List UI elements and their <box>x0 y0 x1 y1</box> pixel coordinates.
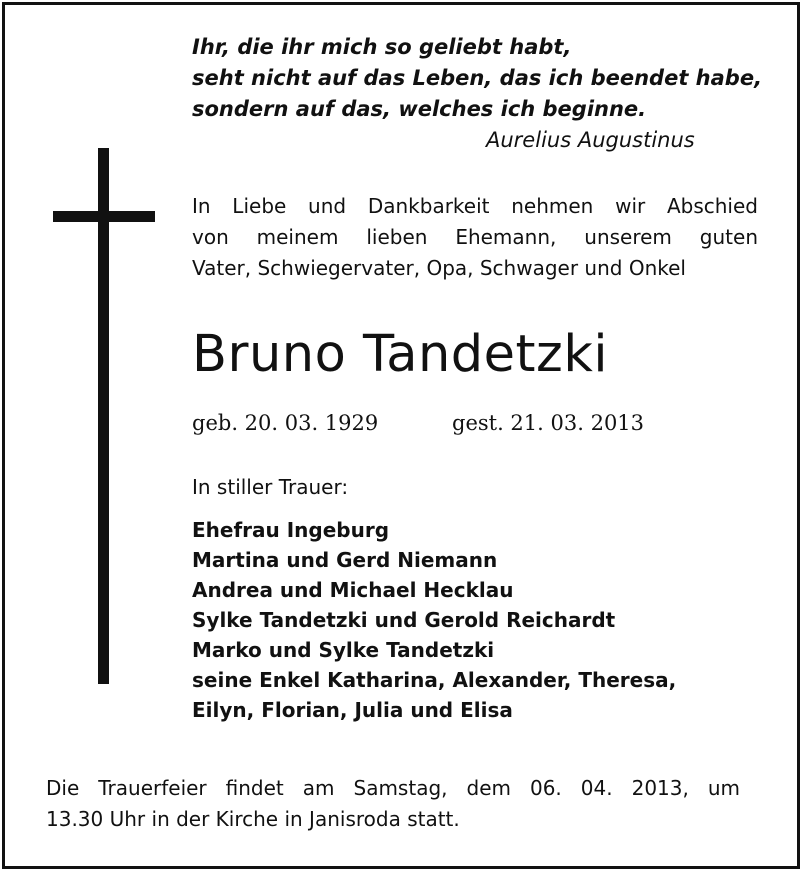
cross-icon <box>98 148 109 684</box>
quote-line: Ihr, die ihr mich so geliebt habt, <box>192 35 572 59</box>
intro-line: Vater, Schwiegervater, Opa, Schwager und Onkel <box>192 256 686 280</box>
quote-line: sondern auf das, welches ich beginne. <box>192 97 647 121</box>
intro-text <box>192 191 758 284</box>
life-dates <box>192 411 644 435</box>
death-date: gest. 21. 03. 2013 <box>452 411 645 435</box>
intro-line: In Liebe und Dankbarkeit nehmen wir Abschied <box>192 194 758 218</box>
funeral-notice <box>46 773 740 835</box>
mourner-entry: Ehefrau Ingeburg <box>192 518 390 542</box>
mourner-entry: Martina und Gerd Niemann <box>192 548 498 572</box>
intro-line: von meinem lieben Ehemann, unserem guten <box>192 225 758 249</box>
mourner-entry: Andrea und Michael Hecklau <box>192 578 514 602</box>
cross-icon-crossbar <box>53 211 155 222</box>
mourner-entry: Sylke Tandetzki und Gerold Reichardt <box>192 608 616 632</box>
quote-line: seht nicht auf das Leben, das ich beendet habe, <box>192 66 763 90</box>
funeral-notice-line: 13.30 Uhr in der Kirche in Janisroda statt. <box>46 807 460 831</box>
mourning-label: In stiller Trauer: <box>192 475 349 499</box>
deceased-name: Bruno Tandetzki <box>192 325 609 384</box>
quote-block <box>192 32 763 125</box>
mourners-list <box>192 515 676 725</box>
quote-author: Aurelius Augustinus <box>486 128 695 152</box>
mourner-entry: Marko und Sylke Tandetzki <box>192 638 495 662</box>
mourner-entry: seine Enkel Katharina, Alexander, Theresa, <box>192 668 677 692</box>
birth-date: geb. 20. 03. 1929 <box>192 411 379 435</box>
mourner-entry: Eilyn, Florian, Julia und Elisa <box>192 698 513 722</box>
funeral-notice-line: Die Trauerfeier findet am Samstag, dem 06. 04. 2013, um <box>46 776 740 800</box>
